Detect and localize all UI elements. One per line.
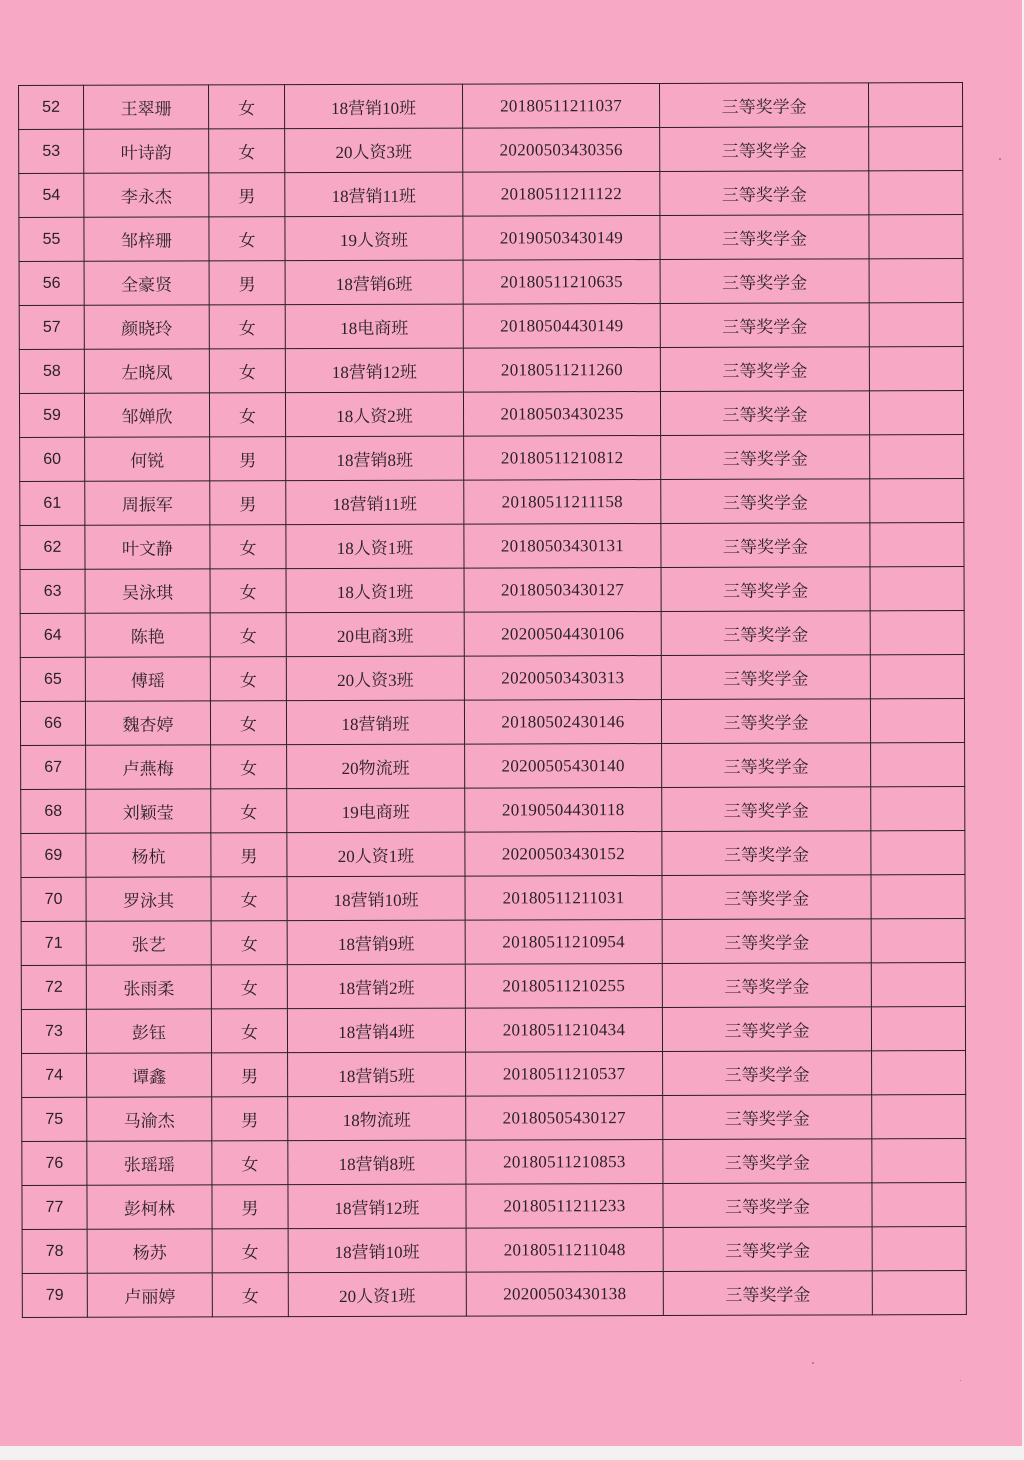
cell-note <box>869 171 963 215</box>
cell-name: 刘颖莹 <box>86 789 211 833</box>
cell-award: 三等奖学金 <box>662 787 871 832</box>
table-row <box>20 699 964 746</box>
cell-gender: 男 <box>209 173 285 217</box>
cell-student-id: 20200503430356 <box>463 127 660 172</box>
cell-name: 杨杭 <box>86 833 211 877</box>
cell-class: 20人资3班 <box>286 656 464 701</box>
cell-student-id: 20200504430106 <box>464 611 661 656</box>
cell-gender: 女 <box>209 129 285 173</box>
cell-gender: 女 <box>212 1273 288 1317</box>
cell-name: 邹婵欣 <box>84 393 209 437</box>
cell-note <box>872 1271 966 1315</box>
table-row <box>21 831 965 878</box>
cell-note <box>869 391 963 435</box>
cell-award: 三等奖学金 <box>662 875 871 920</box>
cell-number: 72 <box>21 965 86 1009</box>
cell-note <box>871 787 965 831</box>
cell-student-id: 20200503430152 <box>465 831 662 876</box>
table-row <box>22 1227 966 1274</box>
cell-student-id: 20180511210434 <box>465 1007 662 1052</box>
cell-note <box>869 259 963 303</box>
cell-gender: 女 <box>210 569 286 613</box>
cell-name: 罗泳其 <box>86 877 211 921</box>
cell-student-id: 20200505430140 <box>465 743 662 788</box>
cell-number: 56 <box>19 261 84 305</box>
cell-gender: 女 <box>211 965 287 1009</box>
cell-gender: 女 <box>211 877 287 921</box>
cell-award: 三等奖学金 <box>661 567 870 612</box>
cell-student-id: 20200503430313 <box>464 655 661 700</box>
cell-note <box>872 1139 966 1183</box>
cell-gender: 女 <box>211 1009 287 1053</box>
table-row <box>19 171 963 218</box>
cell-student-id: 20190504430118 <box>465 787 662 832</box>
cell-number: 61 <box>20 481 85 525</box>
cell-number: 77 <box>22 1185 87 1229</box>
cell-class: 18营销10班 <box>288 1228 466 1273</box>
cell-gender: 女 <box>210 701 286 745</box>
cell-gender: 男 <box>211 833 287 877</box>
cell-class: 18营销12班 <box>288 1184 466 1229</box>
cell-number: 65 <box>20 657 85 701</box>
cell-award: 三等奖学金 <box>660 259 869 304</box>
cell-name: 吴泳琪 <box>85 569 210 613</box>
cell-class: 18物流班 <box>288 1096 466 1141</box>
cell-name: 邹梓珊 <box>84 217 209 261</box>
cell-award: 三等奖学金 <box>660 171 869 216</box>
cell-note <box>870 435 964 479</box>
cell-class: 18营销12班 <box>285 348 463 393</box>
cell-number: 66 <box>20 701 85 745</box>
cell-student-id: 20180504430149 <box>463 303 660 348</box>
cell-note <box>869 347 963 391</box>
table-row <box>21 919 965 966</box>
cell-gender: 男 <box>210 481 286 525</box>
cell-award: 三等奖学金 <box>661 611 870 656</box>
cell-gender: 女 <box>211 921 287 965</box>
table-row <box>20 611 964 658</box>
cell-name: 张艺 <box>86 921 211 965</box>
cell-award: 三等奖学金 <box>662 919 871 964</box>
cell-student-id: 20180511210954 <box>465 919 662 964</box>
cell-class: 18营销9班 <box>287 920 465 965</box>
cell-class: 18营销11班 <box>285 172 463 217</box>
table-row <box>19 259 963 306</box>
cell-gender: 女 <box>212 1141 288 1185</box>
cell-number: 71 <box>21 921 86 965</box>
cell-student-id: 20180503430131 <box>464 523 661 568</box>
cell-note <box>869 303 963 347</box>
cell-note <box>869 215 963 259</box>
cell-class: 18营销11班 <box>286 480 464 525</box>
cell-name: 颜晓玲 <box>84 305 209 349</box>
scan-speck <box>960 1380 961 1381</box>
cell-award: 三等奖学金 <box>660 127 869 172</box>
cell-name: 周振军 <box>85 481 210 525</box>
cell-name: 叶诗韵 <box>84 129 209 173</box>
cell-gender: 女 <box>209 393 285 437</box>
cell-note <box>869 127 963 171</box>
cell-name: 傅瑶 <box>85 657 210 701</box>
cell-number: 55 <box>19 217 84 261</box>
cell-note <box>872 1095 966 1139</box>
cell-class: 18营销2班 <box>287 964 465 1009</box>
cell-student-id: 20180503430127 <box>464 567 661 612</box>
table-row <box>19 303 963 350</box>
cell-note <box>870 523 964 567</box>
cell-name: 谭鑫 <box>87 1053 212 1097</box>
cell-award: 三等奖学金 <box>663 1139 872 1184</box>
cell-student-id: 20180511211260 <box>463 347 660 392</box>
cell-gender: 男 <box>212 1053 288 1097</box>
cell-gender: 男 <box>212 1185 288 1229</box>
cell-class: 18营销5班 <box>288 1052 466 1097</box>
table-row <box>21 1007 965 1054</box>
cell-gender: 女 <box>209 305 285 349</box>
cell-number: 53 <box>19 129 84 173</box>
cell-student-id: 20180511210537 <box>466 1051 663 1096</box>
cell-gender: 女 <box>209 349 285 393</box>
cell-class: 20人资1班 <box>288 1272 466 1317</box>
table-row <box>19 391 963 438</box>
cell-number: 70 <box>21 877 86 921</box>
cell-student-id: 20180511211233 <box>466 1183 663 1228</box>
cell-class: 19人资班 <box>285 216 463 261</box>
cell-number: 68 <box>21 789 86 833</box>
page-bottom-margin <box>0 1446 1024 1460</box>
cell-name: 张雨柔 <box>86 965 211 1009</box>
table-row <box>21 963 965 1010</box>
table-row <box>19 83 963 130</box>
cell-note <box>870 611 964 655</box>
cell-class: 18电商班 <box>285 304 463 349</box>
cell-award: 三等奖学金 <box>663 1227 872 1272</box>
table-row <box>21 743 965 790</box>
cell-award: 三等奖学金 <box>660 215 869 260</box>
cell-note <box>871 1007 965 1051</box>
cell-class: 20电商3班 <box>286 612 464 657</box>
cell-award: 三等奖学金 <box>662 831 871 876</box>
cell-gender: 男 <box>210 437 286 481</box>
cell-award: 三等奖学金 <box>661 435 870 480</box>
cell-class: 18营销8班 <box>286 436 464 481</box>
cell-gender: 女 <box>211 745 287 789</box>
cell-number: 79 <box>22 1273 87 1317</box>
cell-student-id: 20180503430235 <box>463 391 660 436</box>
cell-note <box>870 479 964 523</box>
cell-gender: 女 <box>209 217 285 261</box>
cell-note <box>871 919 965 963</box>
cell-class: 19电商班 <box>287 788 465 833</box>
cell-number: 69 <box>21 833 86 877</box>
cell-class: 20物流班 <box>287 744 465 789</box>
cell-student-id: 20180511211048 <box>466 1227 663 1272</box>
cell-gender: 女 <box>210 613 286 657</box>
cell-award: 三等奖学金 <box>660 303 869 348</box>
cell-student-id: 20180511211122 <box>463 171 660 216</box>
cell-name: 马渝杰 <box>87 1097 212 1141</box>
cell-note <box>872 1227 966 1271</box>
cell-award: 三等奖学金 <box>662 1007 871 1052</box>
cell-class: 18营销8班 <box>288 1140 466 1185</box>
table-row <box>22 1183 966 1230</box>
table-row <box>22 1139 966 1186</box>
cell-note <box>871 831 965 875</box>
cell-number: 73 <box>21 1009 86 1053</box>
cell-note <box>870 655 964 699</box>
cell-award: 三等奖学金 <box>663 1095 872 1140</box>
cell-number: 78 <box>22 1229 87 1273</box>
cell-name: 彭钰 <box>86 1009 211 1053</box>
cell-note <box>868 83 962 127</box>
cell-award: 三等奖学金 <box>662 963 871 1008</box>
cell-note <box>870 699 964 743</box>
table-row <box>20 655 964 702</box>
cell-award: 三等奖学金 <box>661 479 870 524</box>
cell-number: 75 <box>22 1097 87 1141</box>
cell-note <box>871 963 965 1007</box>
table-row <box>19 347 963 394</box>
cell-number: 60 <box>20 437 85 481</box>
cell-name: 李永杰 <box>84 173 209 217</box>
cell-gender: 女 <box>211 789 287 833</box>
cell-name: 叶文静 <box>85 525 210 569</box>
cell-name: 卢燕梅 <box>86 745 211 789</box>
cell-student-id: 20180511210853 <box>466 1139 663 1184</box>
cell-award: 三等奖学金 <box>661 655 870 700</box>
table-row <box>20 567 964 614</box>
table-row <box>20 523 964 570</box>
cell-award: 三等奖学金 <box>663 1183 872 1228</box>
cell-student-id: 20180511210635 <box>463 259 660 304</box>
cell-number: 64 <box>20 613 85 657</box>
table-row <box>19 215 963 262</box>
cell-name: 魏杏婷 <box>85 701 210 745</box>
cell-class: 18人资2班 <box>285 392 463 437</box>
table-row <box>22 1051 966 1098</box>
cell-student-id: 20180502430146 <box>464 699 661 744</box>
cell-student-id: 20180505430127 <box>466 1095 663 1140</box>
cell-number: 63 <box>20 569 85 613</box>
scan-speck <box>812 1362 814 1364</box>
cell-name: 全豪贤 <box>84 261 209 305</box>
table-body <box>19 83 967 1318</box>
table-row <box>20 479 964 526</box>
cell-award: 三等奖学金 <box>660 347 869 392</box>
cell-gender: 女 <box>209 85 285 129</box>
cell-award: 三等奖学金 <box>660 391 869 436</box>
cell-class: 18人资1班 <box>286 524 464 569</box>
cell-number: 54 <box>19 173 84 217</box>
cell-award: 三等奖学金 <box>663 1051 872 1096</box>
cell-number: 59 <box>19 393 84 437</box>
cell-student-id: 20180511211031 <box>465 875 662 920</box>
cell-number: 58 <box>19 349 84 393</box>
cell-class: 20人资1班 <box>287 832 465 877</box>
scholarship-table <box>18 82 967 1318</box>
cell-number: 57 <box>19 305 84 349</box>
cell-name: 王翠珊 <box>84 85 209 129</box>
cell-class: 18营销10班 <box>285 84 463 129</box>
scan-speck <box>161 744 163 746</box>
table-row <box>20 435 964 482</box>
cell-student-id: 20190503430149 <box>463 215 660 260</box>
cell-note <box>871 875 965 919</box>
cell-name: 卢丽婷 <box>87 1273 212 1317</box>
cell-name: 杨苏 <box>87 1229 212 1273</box>
cell-award: 三等奖学金 <box>661 523 870 568</box>
cell-note <box>872 1183 966 1227</box>
cell-gender: 女 <box>212 1229 288 1273</box>
cell-gender: 女 <box>210 525 286 569</box>
cell-award: 三等奖学金 <box>661 699 870 744</box>
table-row <box>22 1095 966 1142</box>
cell-name: 左晓凤 <box>84 349 209 393</box>
cell-number: 67 <box>21 745 86 789</box>
cell-gender: 男 <box>209 261 285 305</box>
cell-note <box>871 743 965 787</box>
cell-number: 74 <box>22 1053 87 1097</box>
cell-class: 18营销班 <box>286 700 464 745</box>
table-row <box>22 1271 966 1318</box>
cell-gender: 男 <box>212 1097 288 1141</box>
cell-gender: 女 <box>210 657 286 701</box>
cell-name: 彭柯林 <box>87 1185 212 1229</box>
cell-class: 18营销4班 <box>287 1008 465 1053</box>
table-row <box>21 875 965 922</box>
table-row <box>21 787 965 834</box>
cell-note <box>870 567 964 611</box>
cell-award: 三等奖学金 <box>659 83 868 128</box>
cell-name: 陈艳 <box>85 613 210 657</box>
cell-class: 18营销6班 <box>285 260 463 305</box>
cell-student-id: 20200503430138 <box>466 1271 663 1316</box>
cell-class: 20人资3班 <box>285 128 463 173</box>
cell-class: 18人资1班 <box>286 568 464 613</box>
scan-speck <box>999 158 1001 160</box>
cell-student-id: 20180511211037 <box>462 83 659 128</box>
table-row <box>19 127 963 174</box>
cell-name: 何锐 <box>85 437 210 481</box>
cell-student-id: 20180511210255 <box>465 963 662 1008</box>
cell-number: 76 <box>22 1141 87 1185</box>
cell-name: 张瑶瑶 <box>87 1141 212 1185</box>
cell-award: 三等奖学金 <box>662 743 871 788</box>
cell-student-id: 20180511210812 <box>464 435 661 480</box>
cell-note <box>872 1051 966 1095</box>
cell-student-id: 20180511211158 <box>464 479 661 524</box>
cell-class: 18营销10班 <box>287 876 465 921</box>
cell-number: 52 <box>19 85 84 129</box>
cell-award: 三等奖学金 <box>663 1271 872 1316</box>
cell-number: 62 <box>20 525 85 569</box>
